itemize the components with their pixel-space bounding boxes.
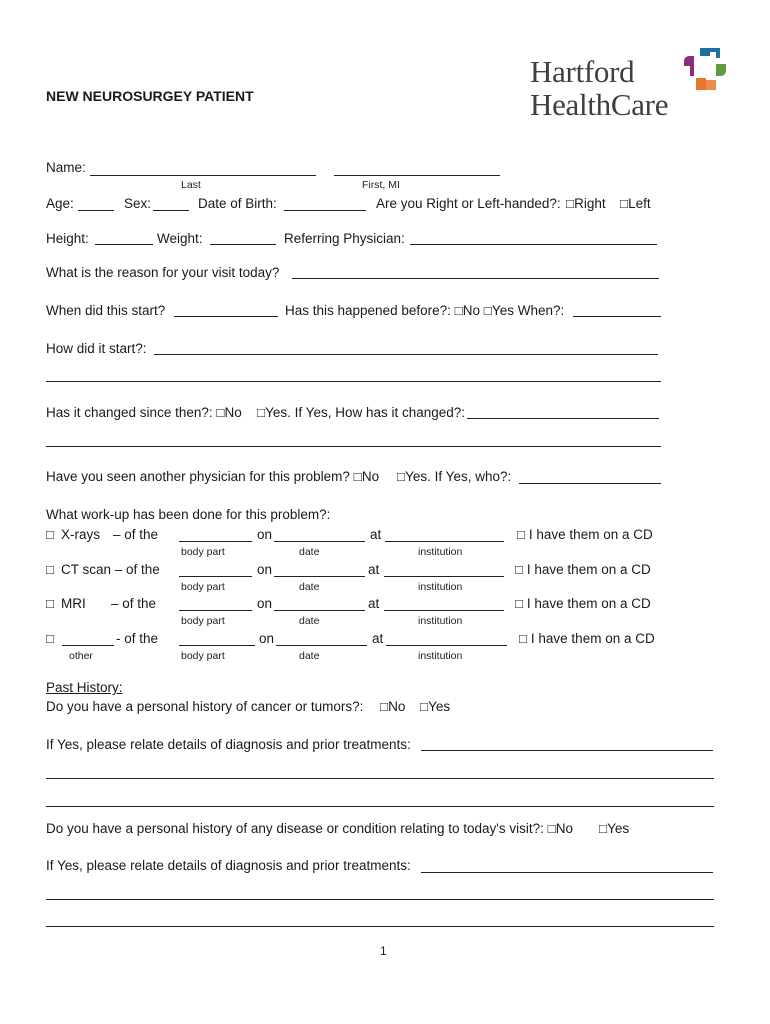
body-part-field[interactable] xyxy=(179,645,255,646)
start-question: When did this start? xyxy=(46,303,166,318)
first-name-field[interactable] xyxy=(334,175,500,176)
xrays-label: X-rays xyxy=(61,527,101,542)
at-label: at xyxy=(368,562,380,577)
ct-label: CT scan – of the xyxy=(61,562,160,577)
other-test-field[interactable] xyxy=(62,645,114,646)
age-label: Age: xyxy=(46,196,74,211)
cancer-details-field-line3[interactable] xyxy=(46,806,714,807)
name-label: Name: xyxy=(46,160,86,175)
cd-checkbox[interactable]: □ I have them on a CD xyxy=(515,562,651,577)
body-part-field[interactable] xyxy=(179,576,252,577)
date-field[interactable] xyxy=(274,541,365,542)
handedness-question: Are you Right or Left-handed?: xyxy=(376,196,561,211)
other-hint: other xyxy=(69,650,93,662)
cd-checkbox[interactable]: □ I have them on a CD xyxy=(519,631,655,646)
disease-yes-checkbox[interactable]: □Yes xyxy=(599,821,630,836)
cancer-details-question: If Yes, please relate details of diagnosis and prior treatments: xyxy=(46,737,411,752)
at-label: at xyxy=(368,596,380,611)
changed-yes-checkbox[interactable]: □Yes. If Yes, How has it changed?: xyxy=(257,405,466,420)
other-checkbox[interactable]: □ xyxy=(46,631,55,646)
institution-hint: institution xyxy=(418,546,463,558)
institution-field[interactable] xyxy=(385,541,504,542)
institution-hint: institution xyxy=(418,650,463,662)
first-name-hint: First, MI xyxy=(362,179,400,191)
cd-checkbox[interactable]: □ I have them on a CD xyxy=(515,596,651,611)
height-label: Height: xyxy=(46,231,89,246)
right-handed-checkbox[interactable]: □Right xyxy=(566,196,606,211)
last-name-field[interactable] xyxy=(90,175,316,176)
workup-question: What work-up has been done for this problem?: xyxy=(46,507,331,522)
other-physician-yes-checkbox[interactable]: □Yes. If Yes, who?: xyxy=(397,469,512,484)
date-hint: date xyxy=(299,650,320,662)
changed-question: Has it changed since then?: □No xyxy=(46,405,242,420)
logo-cross-icon xyxy=(682,46,728,92)
date-hint: date xyxy=(299,581,320,593)
reason-field[interactable] xyxy=(292,278,659,279)
at-label: at xyxy=(370,527,382,542)
body-part-hint: body part xyxy=(181,650,225,662)
xrays-checkbox[interactable]: □ xyxy=(46,527,55,542)
sex-label: Sex: xyxy=(124,196,152,211)
logo-text-line1: Hartford xyxy=(530,54,635,89)
date-field[interactable] xyxy=(274,576,365,577)
cancer-no-checkbox[interactable]: □No xyxy=(380,699,406,714)
other-physician-field[interactable] xyxy=(519,483,661,484)
body-part-hint: body part xyxy=(181,581,225,593)
of-the-label: – of the xyxy=(113,527,159,542)
how-started-field[interactable] xyxy=(154,354,658,355)
referring-physician-label: Referring Physician: xyxy=(284,231,405,246)
cancer-question: Do you have a personal history of cancer or tumors?: xyxy=(46,699,364,714)
mri-checkbox[interactable]: □ xyxy=(46,596,55,611)
body-part-field[interactable] xyxy=(179,541,252,542)
height-field[interactable] xyxy=(95,244,153,245)
referring-physician-field[interactable] xyxy=(410,244,657,245)
date-field[interactable] xyxy=(274,610,365,611)
happened-when-field[interactable] xyxy=(573,316,661,317)
disease-details-field-line2[interactable] xyxy=(46,899,714,900)
institution-field[interactable] xyxy=(384,576,504,577)
body-part-field[interactable] xyxy=(179,610,252,611)
past-history-heading: Past History: xyxy=(46,680,123,695)
reason-question: What is the reason for your visit today? xyxy=(46,265,280,280)
weight-label: Weight: xyxy=(157,231,203,246)
left-handed-checkbox[interactable]: □Left xyxy=(620,196,651,211)
start-field[interactable] xyxy=(174,316,278,317)
of-the-label: - of the xyxy=(116,631,159,646)
how-started-field-line2[interactable] xyxy=(46,381,661,382)
on-label: on xyxy=(257,596,273,611)
ct-checkbox[interactable]: □ xyxy=(46,562,55,577)
mri-label: MRI xyxy=(61,596,86,611)
age-field[interactable] xyxy=(78,210,114,211)
disease-details-question: If Yes, please relate details of diagnosis and prior treatments: xyxy=(46,858,411,873)
on-label: on xyxy=(257,562,273,577)
sex-field[interactable] xyxy=(153,210,189,211)
dob-label: Date of Birth: xyxy=(198,196,277,211)
dob-field[interactable] xyxy=(284,210,366,211)
how-started-question: How did it start?: xyxy=(46,341,147,356)
institution-field[interactable] xyxy=(386,645,507,646)
institution-hint: institution xyxy=(418,615,463,627)
page-number: 1 xyxy=(380,944,387,958)
date-hint: date xyxy=(299,546,320,558)
cancer-details-field-line2[interactable] xyxy=(46,778,714,779)
body-part-hint: body part xyxy=(181,546,225,558)
on-label: on xyxy=(257,527,273,542)
cancer-yes-checkbox[interactable]: □Yes xyxy=(420,699,451,714)
cd-checkbox[interactable]: □ I have them on a CD xyxy=(517,527,653,542)
body-part-hint: body part xyxy=(181,615,225,627)
disease-question: Do you have a personal history of any disease or condition relating to today's visit?: □No xyxy=(46,821,574,836)
cancer-details-field[interactable] xyxy=(421,750,713,751)
disease-details-field[interactable] xyxy=(421,872,713,873)
changed-how-field-line2[interactable] xyxy=(46,446,661,447)
date-hint: date xyxy=(299,615,320,627)
on-label: on xyxy=(259,631,275,646)
institution-hint: institution xyxy=(418,581,463,593)
disease-details-field-line3[interactable] xyxy=(46,926,714,927)
weight-field[interactable] xyxy=(210,244,276,245)
logo-text-line2: HealthCare xyxy=(530,87,669,122)
changed-how-field[interactable] xyxy=(467,418,659,419)
last-name-hint: Last xyxy=(181,179,201,191)
at-label: at xyxy=(372,631,384,646)
of-the-label: – of the xyxy=(111,596,157,611)
happened-before-question: Has this happened before?: □No □Yes When?: xyxy=(285,303,565,318)
institution-field[interactable] xyxy=(384,610,504,611)
page-title: NEW NEUROSURGEY PATIENT xyxy=(46,88,254,104)
date-field[interactable] xyxy=(276,645,367,646)
other-physician-question: Have you seen another physician for this problem? □No xyxy=(46,469,380,484)
